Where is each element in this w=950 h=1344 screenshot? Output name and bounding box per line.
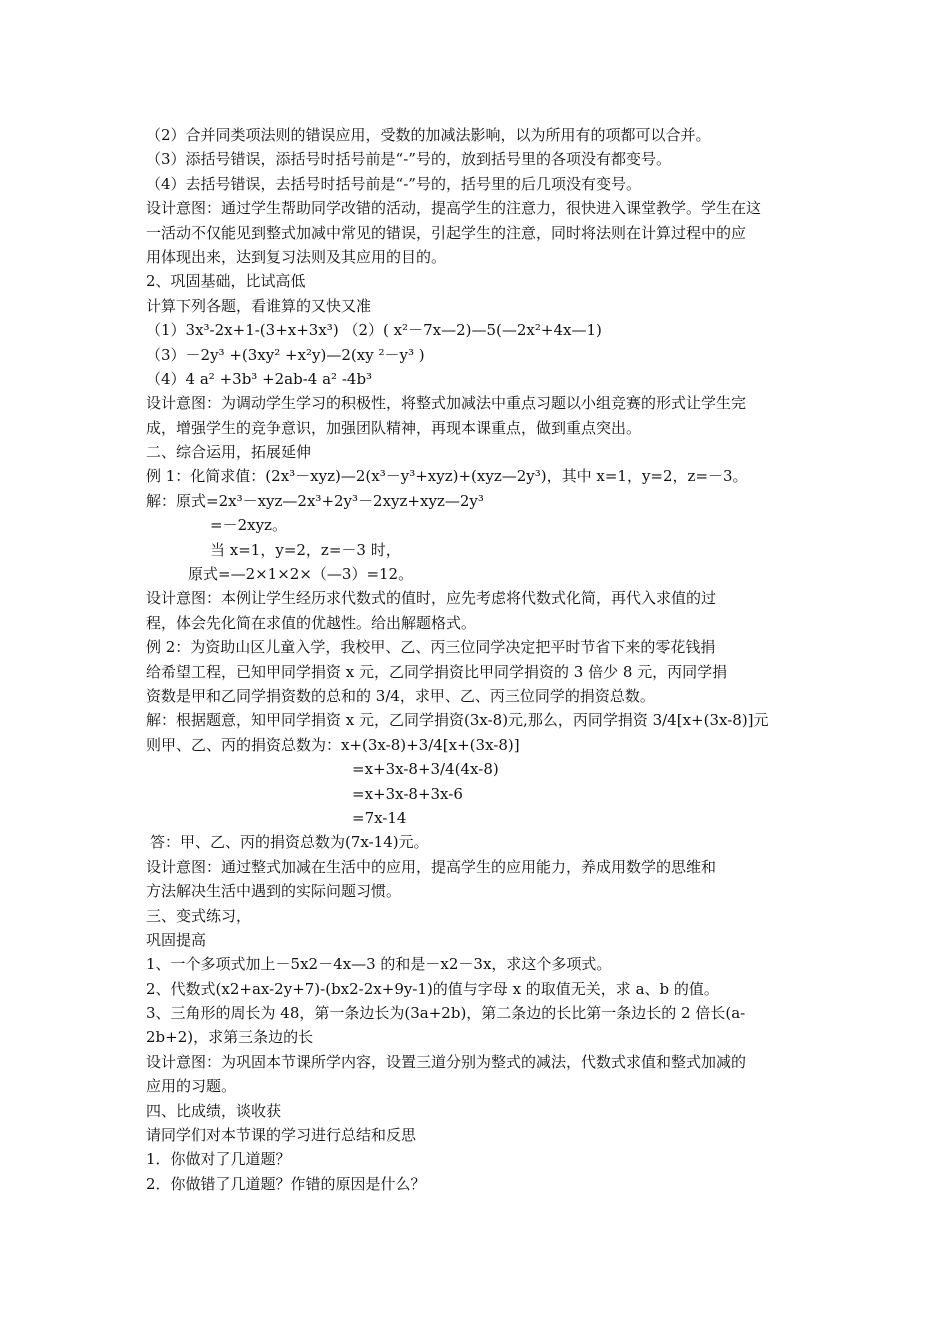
- text-line: 计算下列各题，看谁算的又快又准: [146, 296, 372, 315]
- solution-line: 原式=—2×1×2×（—3）=12。: [188, 565, 414, 584]
- example-line: 给希望工程，已知甲同学捐资 x 元，乙同学捐资比甲同学捐资的 3 倍少 8 元，丙同学捐: [146, 662, 728, 681]
- text-line: 成，增强学生的竞争意识，加强团队精神，再现本课重点，做到重点突出。: [146, 418, 642, 437]
- exercise-line: 3、三角形的周长为 48，第一条边长为(3a+2b)，第二条边的长比第一条边长的 2 倍长(a-: [146, 1004, 746, 1023]
- text-line: （4）去括号错误，去括号时括号前是“-”号的，括号里的后几项没有变号。: [146, 174, 641, 193]
- text-line: 应用的习题。: [146, 1077, 237, 1096]
- design-intent-line: 设计意图：本例让学生经历求代数式的值时，应先考虑将代数式化简，再代入求值的过: [146, 589, 717, 608]
- solution-line: 解：根据题意，知甲同学捐资 x 元，乙同学捐资(3x-8)元,那么，丙同学捐资 3/4[x+(3x-8)]元: [146, 711, 769, 730]
- design-intent-line: 设计意图：为调动学生学习的积极性，将整式加减法中重点习题以小组竞赛的形式让学生完: [146, 394, 747, 413]
- solution-line: =x+3x-8+3/4(4x-8): [352, 760, 499, 779]
- exercise-line: （1）3x³-2x+1-(3+x+3x³) （2）( x²－7x—2)—5(—2x²+4x—1): [146, 321, 602, 340]
- solution-line: =x+3x-8+3x-6: [352, 784, 463, 803]
- solution-line: 则甲、乙、丙的捐资总数为：x+(3x-8)+3/4[x+(3x-8)]: [146, 735, 520, 754]
- solution-line: 解：原式=2x³－xyz—2x³+2y³－2xyz+xyz—2y³: [146, 491, 484, 510]
- text-line: 请同学们对本节课的学习进行总结和反思: [146, 1126, 417, 1145]
- solution-line: =－2xyz。: [210, 516, 287, 535]
- solution-line: 当 x=1，y=2，z=－3 时，: [210, 540, 401, 559]
- design-intent-line: 设计意图：通过学生帮助同学改错的活动，提高学生的注意力，很快进入课堂教学。学生在这: [146, 199, 762, 218]
- exercise-line: （4）4 a² +3b³ +2ab-4 a² -4b³: [146, 369, 373, 388]
- text-line: 程，体会先化简在求值的优越性。给出解题格式。: [146, 613, 477, 632]
- section-heading: 巩固提高: [146, 930, 207, 949]
- text-line: 用体现出来，达到复习法则及其应用的目的。: [146, 247, 447, 266]
- text-line: （2）合并同类项法则的错误应用，受数的加减法影响，以为所用有的项都可以合并。: [146, 126, 711, 144]
- section-heading: 三、变式练习，: [146, 906, 252, 925]
- solution-line: =7x-14: [352, 808, 407, 827]
- answer-line: 答：甲、乙、丙的捐资总数为(7x-14)元。: [150, 833, 429, 852]
- exercise-line: 1、一个多项式加上－5x2－4x—3 的和是－x2－3x，求这个多项式。: [146, 955, 612, 974]
- text-line: 方法解决生活中遇到的实际问题习惯。: [146, 882, 402, 901]
- section-heading: 2、巩固基础，比试高低: [146, 272, 306, 291]
- document-body: [146, 123, 814, 1196]
- example-line: 例 2：为资助山区儿童入学，我校甲、乙、丙三位同学决定把平时节省下来的零花钱捐: [146, 638, 716, 657]
- question-line: 2．你做错了几道题？作错的原因是什么？: [146, 1174, 426, 1193]
- section-heading: 二、综合运用，拓展延伸: [146, 443, 312, 462]
- example-line: 例 1：化简求值：(2x³－xyz)—2(x³－y³+xyz)+(xyz—2y³)，其中 x=1，y=2，z=－3。: [146, 467, 748, 486]
- exercise-line: （3）－2y³ +(3xy² +x²y)—2(xy ²－y³ ): [146, 345, 425, 364]
- example-line: 资数是甲和乙同学捐资数的总和的 3/4，求甲、乙、丙三位同学的捐资总数。: [146, 686, 655, 705]
- text-line: （3）添括号错误，添括号时括号前是“-”号的，放到括号里的各项没有都变号。: [146, 150, 671, 169]
- design-intent-line: 设计意图：通过整式加减在生活中的应用，提高学生的应用能力，养成用数学的思维和: [146, 857, 717, 876]
- exercise-line: 2b+2)，求第三条边的长: [146, 1028, 314, 1047]
- exercise-line: 2、代数式(x2+ax-2y+7)-(bx2-2x+9y-1)的值与字母 x 的取值无关，求 a、b 的值。: [146, 979, 719, 998]
- section-heading: 四、比成绩，谈收获: [146, 1101, 282, 1120]
- design-intent-line: 设计意图：为巩固本节课所学内容，设置三道分别为整式的减法，代数式求值和整式加减的: [146, 1052, 747, 1071]
- text-line: 一活动不仅能见到整式加减中常见的错误，引起学生的注意，同时将法则在计算过程中的应: [146, 223, 747, 242]
- question-line: 1．你做对了几道题？: [146, 1150, 291, 1169]
